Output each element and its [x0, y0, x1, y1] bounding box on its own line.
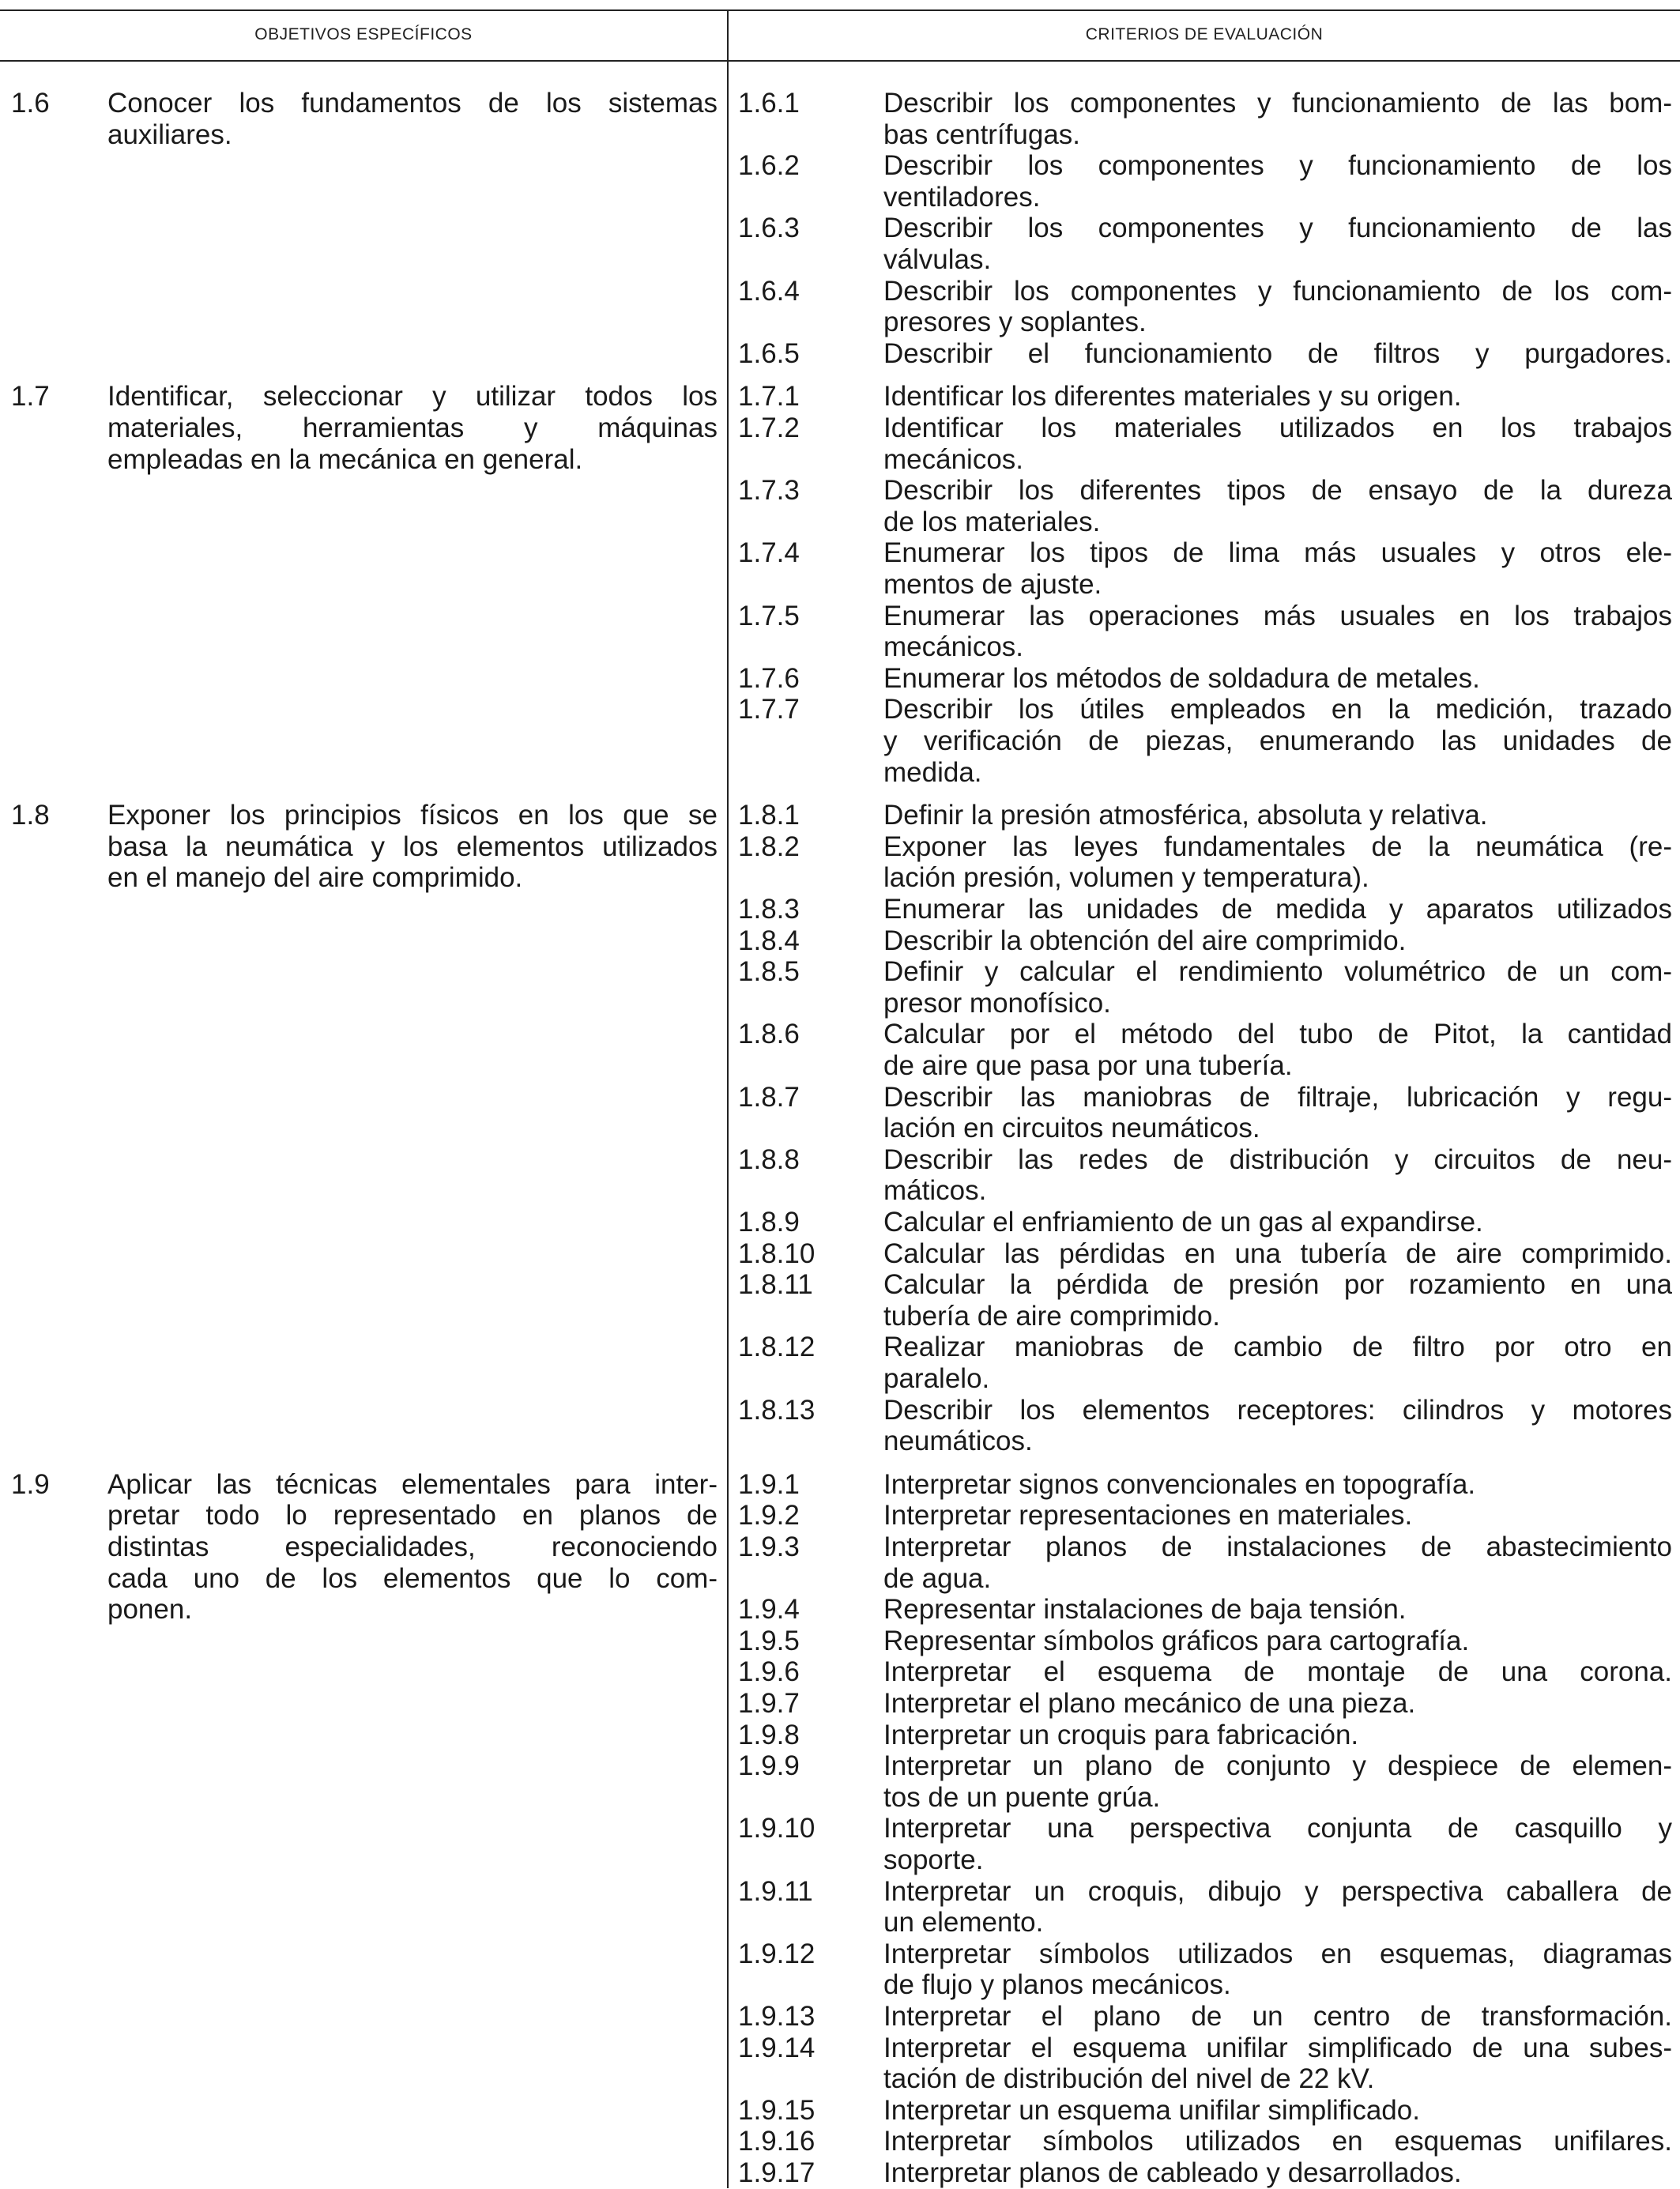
- criterion-text-line: válvulas.: [883, 244, 992, 275]
- criterion-number: 1.7.5: [738, 600, 800, 631]
- criterion-text-line: Calcular por el método del tubo de Pitot, la cantidad: [883, 1019, 1672, 1050]
- criterion-text-line: Describir las redes de distribución y circuitos de neu-: [883, 1143, 1672, 1175]
- criterion-text-line: Definir la presión atmosférica, absoluta y relativa.: [883, 800, 1488, 831]
- criterion-text-line: Interpretar el esquema unifilar simplificado de una subes-: [883, 2032, 1672, 2063]
- criterion-text-line: Describir los componentes y funcionamiento de las bom-: [883, 88, 1672, 119]
- criterion-number: 1.6.5: [738, 337, 800, 369]
- criterion-number: 1.9.8: [738, 1719, 800, 1750]
- criterion-number: 1.8.1: [738, 800, 800, 831]
- criterion-text-line: Calcular la pérdida de presión por rozamiento en una: [883, 1269, 1672, 1301]
- criterion-text-line: Calcular el enfriamiento de un gas al expandirse.: [883, 1207, 1483, 1238]
- criterion-text-line: neumáticos.: [883, 1426, 1033, 1457]
- criterion-text-line: Describir los elementos receptores: cilindros y motores: [883, 1394, 1672, 1426]
- criterion-number: 1.9.11: [738, 1875, 813, 1907]
- objective-text-line: Exponer los principios físicos en los que se: [107, 800, 718, 831]
- criterion-text-line: presor monofísico.: [883, 987, 1111, 1019]
- criterion-text-line: Enumerar las unidades de medida y aparatos utilizados: [883, 894, 1672, 925]
- criterion-number: 1.9.1: [738, 1468, 800, 1500]
- criterion-number: 1.8.9: [738, 1207, 800, 1238]
- header-bottom-rule: [0, 60, 1680, 62]
- criterion-text-line: Interpretar planos de cableado y desarrollados.: [883, 2157, 1462, 2188]
- criterion-number: 1.9.16: [738, 2126, 816, 2157]
- criterion-text-line: un elemento.: [883, 1907, 1044, 1938]
- criterion-number: 1.7.3: [738, 475, 800, 507]
- criterion-text-line: Describir los diferentes tipos de ensayo de la dureza: [883, 475, 1672, 507]
- criterion-text-line: Interpretar el plano de un centro de transformación.: [883, 2001, 1672, 2032]
- criterion-text-line: Describir los componentes y funcionamiento de las: [883, 213, 1672, 244]
- objective-text-line: en el manejo del aire comprimido.: [107, 862, 523, 894]
- criterion-text-line: Describir los componentes y funcionamiento de los com-: [883, 275, 1672, 307]
- criterion-text-line: Describir los componentes y funcionamiento de los: [883, 150, 1672, 182]
- criterion-text-line: de agua.: [883, 1562, 992, 1594]
- objective-text-line: distintas especialidades, reconociendo: [107, 1532, 718, 1562]
- criterion-number: 1.8.8: [738, 1143, 800, 1175]
- criterion-number: 1.7.6: [738, 662, 800, 694]
- criterion-number: 1.8.5: [738, 956, 800, 988]
- criterion-number: 1.9.14: [738, 2032, 816, 2063]
- criterion-number: 1.8.2: [738, 831, 800, 862]
- objective-number: 1.7: [11, 381, 50, 413]
- criterion-text-line: bas centrífugas.: [883, 119, 1081, 150]
- criterion-text-line: mentos de ajuste.: [883, 569, 1102, 600]
- criterion-number: 1.7.1: [738, 381, 800, 413]
- criterion-text-line: máticos.: [883, 1175, 987, 1207]
- criterion-text-line: Interpretar una perspectiva conjunta de casquillo y: [883, 1813, 1672, 1844]
- criterion-text-line: mecánicos.: [883, 631, 1024, 663]
- criterion-number: 1.8.11: [738, 1269, 813, 1301]
- criterion-number: 1.8.6: [738, 1019, 800, 1050]
- criterion-text-line: Enumerar los tipos de lima más usuales y otros ele-: [883, 537, 1672, 569]
- table-top-rule: [0, 9, 1680, 11]
- criterion-number: 1.8.10: [738, 1238, 816, 1269]
- criterion-number: 1.9.17: [738, 2157, 816, 2188]
- criterion-text-line: medida.: [883, 756, 982, 788]
- criterion-text-line: Identificar los materiales utilizados en los trabajos: [883, 413, 1672, 443]
- objective-text-line: Aplicar las técnicas elementales para inter-: [107, 1468, 718, 1500]
- objective-text-line: Identificar, seleccionar y utilizar todos los: [107, 381, 718, 413]
- criterion-number: 1.7.2: [738, 413, 800, 443]
- criterion-text-line: y verificación de piezas, enumerando las unidades de: [883, 725, 1672, 756]
- criterion-text-line: Interpretar representaciones en materiales.: [883, 1500, 1413, 1532]
- criterion-text-line: Enumerar las operaciones más usuales en los trabajos: [883, 600, 1672, 631]
- criterion-text-line: Exponer las leyes fundamentales de la neumática (re-: [883, 831, 1672, 862]
- criterion-number: 1.9.15: [738, 2094, 816, 2126]
- criterion-number: 1.9.5: [738, 1625, 800, 1656]
- objective-text-line: auxiliares.: [107, 119, 232, 150]
- criterion-number: 1.8.4: [738, 925, 800, 956]
- criterion-text-line: Interpretar planos de instalaciones de abastecimiento: [883, 1532, 1672, 1562]
- criterion-text-line: Enumerar los métodos de soldadura de metales.: [883, 662, 1480, 694]
- objective-text-line: Conocer los fundamentos de los sistemas: [107, 88, 718, 119]
- criterion-text-line: tos de un puente grúa.: [883, 1781, 1161, 1813]
- criterion-text-line: tubería de aire comprimido.: [883, 1300, 1221, 1332]
- criterion-text-line: Describir el funcionamiento de filtros y purgadores.: [883, 337, 1672, 369]
- criterion-text-line: Definir y calcular el rendimiento volumétrico de un com-: [883, 956, 1672, 988]
- criterion-text-line: Representar instalaciones de baja tensión.: [883, 1594, 1407, 1626]
- objectives-header: OBJETIVOS ESPECÍFICOS: [254, 25, 473, 43]
- criterion-text-line: de flujo y planos mecánicos.: [883, 1969, 1231, 2001]
- criterion-text-line: Interpretar el esquema de montaje de una corona.: [883, 1656, 1672, 1688]
- criterion-text-line: de aire que pasa por una tubería.: [883, 1050, 1293, 1081]
- criterion-text-line: Interpretar el plano mecánico de una pieza.: [883, 1688, 1416, 1719]
- criterion-number: 1.6.1: [738, 88, 800, 119]
- criterion-number: 1.9.9: [738, 1750, 800, 1782]
- objective-text-line: pretar todo lo representado en planos de: [107, 1500, 718, 1532]
- criterion-number: 1.6.4: [738, 275, 800, 307]
- criterion-number: 1.9.7: [738, 1688, 800, 1719]
- criterion-text-line: Identificar los diferentes materiales y su origen.: [883, 381, 1462, 413]
- criterion-text-line: Describir las maniobras de filtraje, lubricación y regu-: [883, 1081, 1672, 1113]
- criterion-text-line: tación de distribución del nivel de 22 kV.: [883, 2063, 1375, 2095]
- criterion-number: 1.6.3: [738, 213, 800, 244]
- column-divider: [727, 11, 729, 2188]
- criterion-text-line: Interpretar un croquis para fabricación.: [883, 1719, 1359, 1750]
- criterion-text-line: Interpretar símbolos utilizados en esquemas, diagramas: [883, 1938, 1672, 1969]
- criterion-number: 1.8.13: [738, 1394, 816, 1426]
- criterion-text-line: Describir la obtención del aire comprimido.: [883, 925, 1407, 956]
- criterion-number: 1.7.7: [738, 694, 800, 725]
- criterion-number: 1.9.12: [738, 1938, 816, 1969]
- criterion-text-line: paralelo.: [883, 1363, 990, 1394]
- criterion-text-line: Interpretar un croquis, dibujo y perspectiva caballera de: [883, 1875, 1672, 1907]
- criterion-text-line: de los materiales.: [883, 506, 1101, 537]
- criterion-number: 1.8.3: [738, 894, 800, 925]
- criteria-header: CRITERIOS DE EVALUACIÓN: [1085, 25, 1324, 43]
- criterion-text-line: lación en circuitos neumáticos.: [883, 1113, 1260, 1144]
- criterion-text-line: ventiladores.: [883, 181, 1041, 213]
- criterion-text-line: Interpretar símbolos utilizados en esquemas unifilares.: [883, 2126, 1672, 2157]
- criterion-text-line: Interpretar un plano de conjunto y despiece de elemen-: [883, 1750, 1672, 1782]
- criterion-number: 1.9.3: [738, 1532, 800, 1562]
- objective-number: 1.6: [11, 88, 50, 119]
- objective-text-line: basa la neumática y los elementos utilizados: [107, 831, 718, 862]
- criterion-number: 1.9.4: [738, 1594, 800, 1626]
- criterion-text-line: Realizar maniobras de cambio de filtro por otro en: [883, 1332, 1672, 1363]
- criterion-number: 1.8.7: [738, 1081, 800, 1113]
- objective-number: 1.9: [11, 1468, 50, 1500]
- criterion-number: 1.9.10: [738, 1813, 816, 1844]
- criterion-number: 1.9.13: [738, 2001, 816, 2032]
- criterion-text-line: presores y soplantes.: [883, 307, 1147, 338]
- criterion-text-line: Calcular las pérdidas en una tubería de aire comprimido.: [883, 1238, 1672, 1269]
- criterion-text-line: Interpretar un esquema unifilar simplificado.: [883, 2094, 1420, 2126]
- criterion-text-line: Representar símbolos gráficos para cartografía.: [883, 1625, 1470, 1656]
- objective-text-line: empleadas en la mecánica en general.: [107, 443, 583, 475]
- objective-text-line: ponen.: [107, 1594, 193, 1626]
- criterion-number: 1.8.12: [738, 1332, 816, 1363]
- criterion-text-line: Interpretar signos convencionales en topografía.: [883, 1468, 1476, 1500]
- criterion-number: 1.6.2: [738, 150, 800, 182]
- criterion-text-line: mecánicos.: [883, 443, 1024, 475]
- criterion-number: 1.7.4: [738, 537, 800, 569]
- criterion-text-line: Describir los útiles empleados en la medición, trazado: [883, 694, 1672, 725]
- criterion-number: 1.9.6: [738, 1656, 800, 1688]
- criterion-text-line: soporte.: [883, 1844, 984, 1875]
- objective-number: 1.8: [11, 800, 50, 831]
- criterion-text-line: lación presión, volumen y temperatura).: [883, 862, 1369, 894]
- objective-text-line: cada uno de los elementos que lo com-: [107, 1562, 718, 1594]
- criterion-number: 1.9.2: [738, 1500, 800, 1532]
- objective-text-line: materiales, herramientas y máquinas: [107, 413, 718, 443]
